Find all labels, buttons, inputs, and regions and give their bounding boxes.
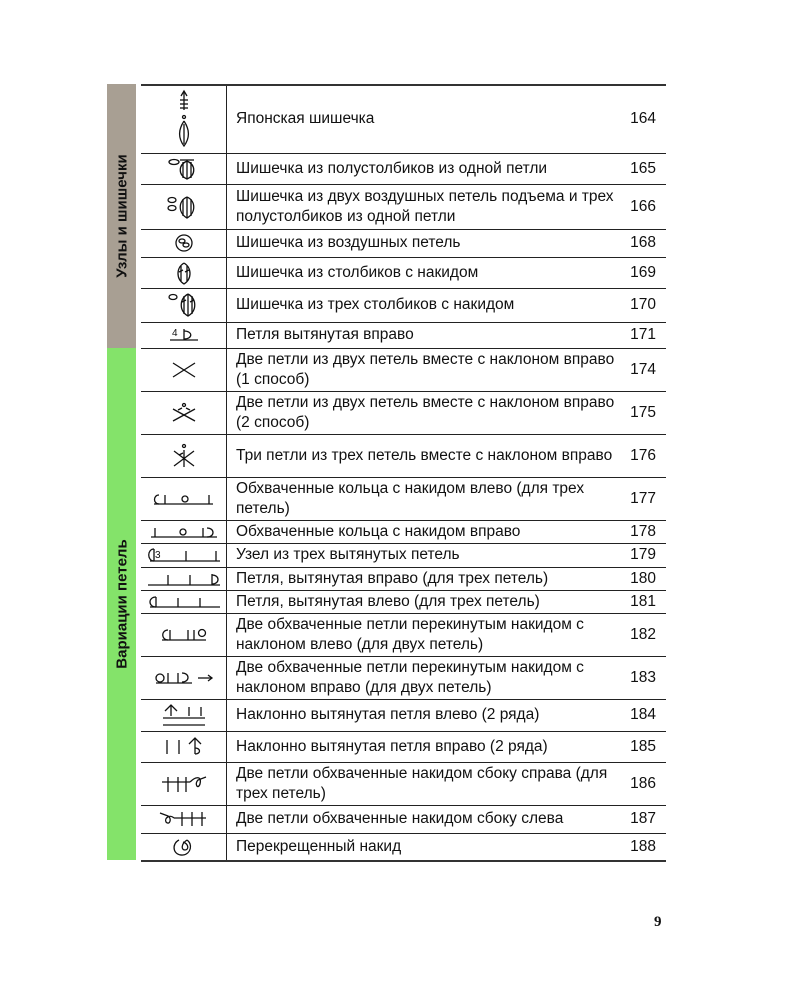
row-page: 184 bbox=[630, 706, 656, 723]
row-description: Петля, вытянутая влево (для трех петель) bbox=[236, 592, 540, 610]
row-description: Перекрещенный накид bbox=[236, 837, 402, 855]
table-row bbox=[141, 656, 666, 699]
row-page: 168 bbox=[630, 234, 656, 251]
row-description: Три петли из трех петель вместе с наклоном вправо bbox=[236, 446, 613, 464]
table-row bbox=[141, 322, 666, 348]
row-page: 170 bbox=[630, 296, 656, 313]
row-description: Шишечка из полустолбиков из одной петли bbox=[236, 159, 548, 177]
wrapped-rings-left-icon bbox=[151, 489, 217, 509]
row-description: Петля, вытянутая вправо (для трех петель) bbox=[236, 569, 549, 587]
row-page: 176 bbox=[630, 446, 656, 464]
wrapped-two-left-icon bbox=[158, 624, 210, 646]
page-number: 9 bbox=[654, 914, 662, 930]
row-description: Две обхваченные петли перекинутым накидом с наклоном вправо (для двух петель) bbox=[236, 658, 584, 696]
row-description: Шишечка из столбиков с накидом bbox=[236, 263, 479, 281]
row-page: 186 bbox=[630, 774, 656, 792]
row-page: 185 bbox=[630, 737, 656, 755]
triple-cross-icon bbox=[170, 442, 198, 470]
pulled-left-three-icon bbox=[146, 593, 222, 611]
row-page: 182 bbox=[630, 625, 656, 643]
dc-bobble-icon bbox=[173, 260, 195, 286]
japanese-bobble-icon bbox=[174, 88, 194, 150]
row-description: Две обхваченные петли перекинутым накидом с наклоном влево (для двух петель) bbox=[236, 615, 584, 653]
row-description: Петля вытянутая вправо bbox=[236, 326, 414, 343]
row-description: Две петли из двух петель вместе с наклоном вправо (1 способ) bbox=[236, 350, 615, 388]
cross-icon bbox=[169, 359, 199, 381]
row-description: Шишечка из двух воздушных петель подъема и трех полустолбиков из одной петли bbox=[236, 187, 614, 225]
row-description: Узел из трех вытянутых петель bbox=[236, 546, 460, 563]
pulled-loop-right-icon bbox=[166, 325, 202, 345]
row-page: 169 bbox=[630, 263, 656, 281]
row-page: 188 bbox=[630, 837, 656, 855]
row-description: Наклонно вытянутая петля вправо (2 ряда) bbox=[236, 737, 548, 755]
table-row bbox=[141, 543, 666, 567]
cross-yo-icon bbox=[169, 401, 199, 425]
table-row bbox=[141, 391, 666, 434]
table-row bbox=[141, 477, 666, 520]
table-row bbox=[141, 567, 666, 590]
row-page: 165 bbox=[630, 159, 656, 177]
row-page: 181 bbox=[630, 592, 656, 610]
row-description: Обхваченные кольца с накидом влево (для трех петель) bbox=[236, 479, 585, 517]
row-page: 175 bbox=[630, 403, 656, 421]
table-row bbox=[141, 590, 666, 613]
wrapped-two-right-icon bbox=[152, 667, 216, 689]
section-knots-label: Узлы и шишечки bbox=[113, 154, 130, 278]
crossed-yo-icon bbox=[169, 836, 199, 858]
row-page: 174 bbox=[630, 360, 656, 378]
section-loops-label: Вариации петель bbox=[113, 539, 130, 669]
row-description: Две петли обхваченные накидом сбоку справа (для трех петель) bbox=[236, 764, 608, 802]
row-description: Шишечка из трех столбиков с накидом bbox=[236, 296, 515, 313]
row-page: 187 bbox=[630, 810, 656, 827]
slanted-right-icon bbox=[159, 734, 209, 760]
row-page: 183 bbox=[630, 668, 656, 686]
table-row bbox=[141, 84, 666, 153]
table-row bbox=[141, 520, 666, 543]
chain-bobble-icon bbox=[173, 232, 195, 254]
pulled-right-three-icon bbox=[146, 570, 222, 588]
three-loop-knot-icon bbox=[146, 546, 222, 564]
hdc-bobble-icon bbox=[166, 157, 202, 181]
row-page: 164 bbox=[630, 109, 656, 127]
row-page: 177 bbox=[630, 489, 656, 507]
row-description: Обхваченные кольца с накидом вправо bbox=[236, 522, 521, 540]
table-row bbox=[141, 699, 666, 731]
row-description: Две петли обхваченные накидом сбоку слева bbox=[236, 810, 564, 827]
section-loops bbox=[107, 348, 136, 860]
row-page: 171 bbox=[630, 326, 656, 343]
ch-hdc-bobble-icon bbox=[166, 192, 202, 222]
row-description: Японская шишечка bbox=[236, 109, 375, 127]
table-row bbox=[141, 257, 666, 288]
row-page: 166 bbox=[630, 197, 656, 215]
table-row bbox=[141, 288, 666, 322]
table-bottom-line bbox=[141, 860, 666, 862]
table-row bbox=[141, 731, 666, 762]
row-page: 180 bbox=[630, 569, 656, 587]
svg-text:3: 3 bbox=[154, 550, 161, 561]
row-description: Шишечка из воздушных петель bbox=[236, 234, 461, 251]
wrapped-rings-right-icon bbox=[149, 523, 219, 541]
table-row bbox=[141, 805, 666, 833]
table-row bbox=[141, 348, 666, 391]
slanted-left-icon bbox=[159, 702, 209, 728]
side-wrap-right-icon bbox=[156, 772, 212, 796]
table-row bbox=[141, 613, 666, 656]
table-row bbox=[141, 184, 666, 229]
side-wrap-left-icon bbox=[156, 808, 212, 830]
table-row bbox=[141, 434, 666, 477]
table-row bbox=[141, 229, 666, 257]
row-description: Наклонно вытянутая петля влево (2 ряда) bbox=[236, 706, 540, 723]
svg-text:4: 4 bbox=[171, 328, 178, 339]
table-row bbox=[141, 762, 666, 805]
row-page: 179 bbox=[630, 546, 656, 563]
section-knots bbox=[107, 84, 136, 348]
table-row bbox=[141, 833, 666, 860]
row-description: Две петли из двух петель вместе с наклоном вправо (2 способ) bbox=[236, 393, 615, 431]
three-dc-bobble-icon bbox=[167, 291, 201, 319]
row-page: 178 bbox=[630, 522, 656, 540]
table-row bbox=[141, 153, 666, 184]
